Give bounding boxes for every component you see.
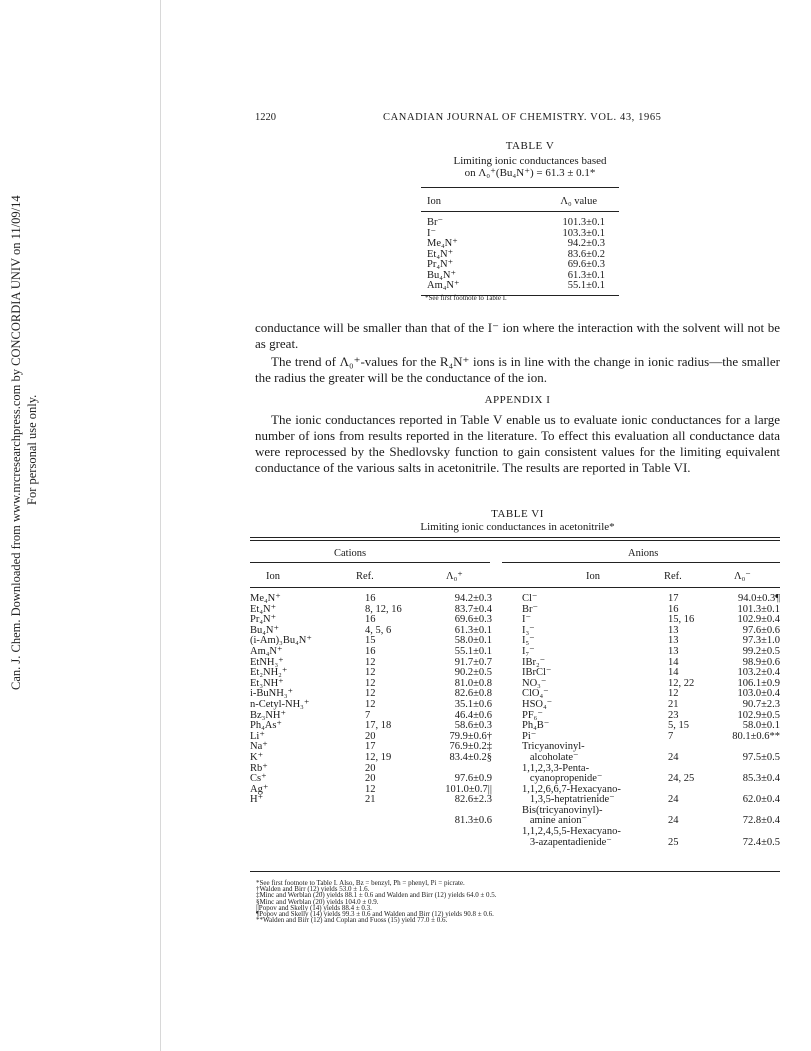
cation-ion: Et₂NH₂⁺	[250, 667, 288, 679]
table5-header-row	[421, 188, 619, 212]
cation-value: 55.1±0.1	[454, 645, 492, 657]
cation-ion: K⁺	[250, 751, 264, 763]
anion-ref: 23	[668, 709, 679, 721]
anion-value: 101.3±0.1	[737, 603, 780, 615]
anion-ref: 24	[668, 794, 679, 806]
anion-ref: 14	[668, 667, 679, 679]
table6-group-anions: Anions	[628, 548, 659, 559]
cation-value: 61.3±0.1	[454, 624, 492, 636]
anion-value: 80.1±0.6**	[732, 730, 780, 742]
cation-ion: Pr₄N⁺	[250, 614, 277, 626]
cation-ref: 20	[365, 762, 376, 774]
table6-anion-ions	[522, 594, 621, 848]
cation-value: 58.0±0.1	[454, 635, 492, 647]
table5-cell-value: 101.3±0.1	[562, 217, 605, 228]
table5-cell-value: 83.6±0.2	[567, 248, 605, 260]
anion-ion: cyanopropenide⁻	[522, 773, 603, 785]
cation-ion: i-BuNH₃⁺	[250, 688, 294, 700]
anion-ion: Tricyanovinyl-	[522, 741, 585, 753]
cation-ref: 16	[365, 593, 376, 604]
cation-ref: 7	[365, 709, 371, 721]
appendix-heading: APPENDIX I	[484, 394, 551, 406]
anion-value: 103.2±0.4	[737, 667, 780, 679]
cation-ion	[250, 806, 312, 817]
table5-cell-ion: Am₄N⁺	[421, 281, 502, 295]
cation-value: 81.0±0.8	[454, 677, 492, 689]
anion-value: 102.9±0.4	[737, 614, 780, 626]
table5-cell-value: 103.3±0.1	[562, 227, 605, 239]
cation-ion: Rb⁺	[250, 762, 268, 774]
anion-value: 97.6±0.6	[742, 624, 780, 636]
anion-ref: 13	[668, 645, 679, 657]
cation-ion: Et₃NH⁺	[250, 677, 284, 689]
anion-value: 58.0±0.1	[742, 720, 780, 732]
cation-ion: Me₄N⁺	[250, 593, 281, 604]
anion-ion: IBrCl⁻	[522, 667, 552, 679]
anion-ref: 24, 25	[668, 773, 695, 785]
cation-ion: (i-Am)₃Bu₄N⁺	[250, 635, 312, 647]
paragraph-3: The ionic conductances reported in Table V enable us to evaluate ionic conductances for a large number of ions from results reported in the literature. To effect this evaluation all conductance data were reprocessed by the Shedlovsky function to gain consistent values for the limiting equivalent conductance of the various salts in acetonitrile. The results are reported in Table VI.	[255, 412, 780, 475]
table6-footnote: †Walden and Birr (12) yields 53.0 ± 1.6.	[256, 885, 370, 894]
cation-ion: H⁺	[250, 794, 264, 806]
cation-ref: 12	[365, 688, 376, 700]
paragraph-1: conductance will be smaller than that of the I⁻ ion where the interaction with the solvent will not be as great.	[255, 320, 780, 351]
anion-value: 97.5±0.5	[742, 751, 780, 763]
cation-ion: Bz₃NH⁺	[250, 709, 287, 721]
cation-ref: 12	[365, 656, 376, 668]
anion-ion: 1,3,5-heptatrienide⁻	[522, 794, 615, 806]
table5-row	[421, 212, 619, 229]
anion-ref: 16	[668, 603, 679, 615]
anion-ion: alcoholate⁻	[522, 751, 579, 763]
table6-footnote: **Walden and Birr (12) and Coplan and Fuoss (15) yield 77.0 ± 0.6.	[256, 916, 448, 925]
table6-cation-ref-header: Ref.	[356, 571, 374, 582]
table6-cation-refs	[365, 594, 402, 827]
table5-caption	[400, 155, 660, 179]
anion-ion: Ph₄B⁻	[522, 720, 550, 732]
table6-anion-ion-header: Ion	[586, 571, 600, 582]
table5-row	[421, 260, 619, 271]
anion-ion: Bis(tricyanovinyl)-	[522, 804, 603, 816]
cation-ref: 17	[365, 741, 376, 753]
cation-value: 81.3±0.6	[454, 815, 492, 827]
anion-ion: 1,1,2,4,5,5-Hexacyano-	[522, 826, 621, 838]
anion-value: 98.9±0.6	[742, 656, 780, 668]
cation-value: 90.2±0.5	[454, 667, 492, 679]
cation-ref: 12	[365, 783, 376, 795]
cation-value: 97.6±0.9	[454, 773, 492, 785]
table5-body	[421, 212, 619, 296]
anion-ion: Br⁻	[522, 603, 539, 615]
table5-cell-value: 61.3±0.1	[567, 269, 605, 281]
table6-cation-values	[410, 594, 492, 827]
cation-ion: EtNH₃⁺	[250, 656, 284, 668]
cation-ion	[250, 816, 312, 827]
table5-cell-ion: Me₄N⁺	[427, 238, 458, 249]
anion-ref: 13	[668, 635, 679, 647]
table5-cell-ion: Bu₄N⁺	[427, 269, 457, 281]
table6-top-rule-2	[250, 540, 780, 541]
anion-ion: I₇⁻	[522, 645, 535, 657]
anion-value: 106.1±0.9	[737, 677, 780, 689]
table6-caption: Limiting ionic conductances in acetonitrile*	[420, 521, 615, 533]
table6-header-rule	[250, 587, 780, 588]
journal-title: CANADIAN JOURNAL OF CHEMISTRY. VOL. 43, 1965	[383, 112, 662, 123]
table6-cation-value-header: Λ₀⁺	[446, 571, 463, 582]
table6	[250, 537, 780, 874]
anion-ref: 15, 16	[668, 614, 695, 626]
anion-ref: 13	[668, 624, 679, 636]
anion-ion: HSO₄⁻	[522, 698, 553, 710]
paragraph-2: The trend of Λ₀⁺-values for the R₄N⁺ ions is in line with the change in ionic radius—the smaller the radius the greater will be the conductance of the ion.	[255, 354, 780, 385]
anion-ion: 1,1,2,6,6,7-Hexacyano-	[522, 783, 621, 795]
table5-footnote: *See first footnote to Table I.	[425, 294, 507, 302]
table6-anion-values	[705, 594, 780, 848]
download-watermark	[8, 195, 58, 690]
anion-ion: PF₆⁻	[522, 709, 543, 721]
cation-ref: 12	[365, 698, 376, 710]
cation-value: 83.4±0.2§	[449, 751, 492, 763]
cation-ref: 16	[365, 614, 376, 626]
cation-value: 94.2±0.3	[454, 593, 492, 604]
cation-ref: 17, 18	[365, 720, 392, 732]
table6-top-rule	[250, 537, 780, 538]
cation-value: 82.6±0.8	[454, 688, 492, 700]
table5-cell-value: 55.1±0.1	[502, 281, 619, 295]
page-margin-line	[160, 0, 161, 1051]
table5-title: TABLE V	[505, 140, 555, 152]
anion-ion: I₅⁻	[522, 635, 535, 647]
anion-value: 94.0±0.3¶	[737, 593, 780, 604]
cation-value: 69.6±0.3	[454, 614, 492, 626]
table5-cell-ion: Pr₄N⁺	[427, 259, 454, 270]
cation-ion: Cs⁺	[250, 773, 267, 785]
table6-cation-ions	[250, 594, 312, 827]
cation-ref: 12	[365, 667, 376, 679]
anion-ion: 1,1,2,3,3-Penta-	[522, 762, 590, 774]
cation-ion: Ph₄As⁺	[250, 720, 282, 732]
cation-value: 46.4±0.6	[454, 709, 492, 721]
anion-ion: I₃⁻	[522, 624, 535, 636]
anion-ref: 12, 22	[668, 677, 695, 689]
cation-value: 91.7±0.7	[454, 656, 492, 668]
table6-anion-value-header: Λ₀⁻	[734, 571, 751, 582]
table6-anions-rule	[502, 562, 780, 563]
anion-value: 99.2±0.5	[742, 645, 780, 657]
anion-ion: NO₃⁻	[522, 677, 547, 689]
anion-ref: 5, 15	[668, 720, 689, 732]
table5-caption-line2: on Λ₀⁺(Bu₄N⁺) = 61.3 ± 0.1*	[464, 167, 596, 179]
page-number: 1220	[255, 112, 276, 123]
anion-ref: 25	[668, 836, 679, 848]
table6-footnotes	[256, 880, 497, 923]
cation-value: 82.6±2.3	[454, 794, 492, 806]
table5-cell-ion: Et₄N⁺	[427, 248, 454, 260]
anion-ion: amine anion⁻	[522, 815, 588, 827]
anion-ion: Cl⁻	[522, 593, 538, 604]
cation-ref: 21	[365, 794, 376, 806]
cation-ion: Na⁺	[250, 741, 268, 753]
table6-footnote: *See first footnote to Table I. Also, Bz = benzyl, Ph = phenyl, Pi = picrate.	[256, 879, 465, 887]
table5-caption-line1: Limiting ionic conductances based	[453, 155, 607, 167]
cation-value: 79.9±0.6†	[449, 730, 492, 742]
anion-value: 72.4±0.5	[742, 836, 780, 848]
cation-ref: 12	[365, 677, 376, 689]
cation-ion: Bu₄N⁺	[250, 624, 280, 636]
anion-value: 85.3±0.4	[742, 773, 780, 785]
anion-value: 102.9±0.5	[737, 709, 780, 721]
anion-ion: I⁻	[522, 614, 532, 626]
cation-ion: Et₄N⁺	[250, 603, 277, 615]
table5-row	[421, 239, 619, 250]
cation-ion: Li⁺	[250, 730, 265, 742]
table5-cell-ion: Br⁻	[427, 217, 444, 228]
anion-ref: 14	[668, 656, 679, 668]
cation-ref	[365, 816, 402, 827]
anion-value: 72.8±0.4	[742, 815, 780, 827]
cation-ion: Am₄N⁺	[250, 645, 283, 657]
anion-value: 103.0±0.4	[737, 688, 780, 700]
anion-value: 90.7±2.3	[742, 698, 780, 710]
cation-ref: 20	[365, 773, 376, 785]
anion-ref: 17	[668, 593, 679, 604]
cation-value: 83.7±0.4	[454, 603, 492, 615]
watermark-line-2: For personal use only.	[25, 394, 39, 506]
anion-ref: 7	[668, 730, 674, 742]
cation-value: 76.9±0.2‡	[449, 741, 492, 753]
anion-ref: 21	[668, 698, 679, 710]
watermark-line-1: Can. J. Chem. Downloaded from www.nrcresearchpress.com by CONCORDIA UNIV on 11/09/14	[9, 195, 23, 690]
anion-ion: Pi⁻	[522, 730, 537, 742]
table5-col-ion: Ion	[421, 188, 502, 212]
table6-cations-rule	[250, 562, 490, 563]
cation-ref: 15	[365, 635, 376, 647]
table6-anion-refs	[668, 594, 694, 848]
anion-ref: 12	[668, 688, 679, 700]
anion-ion: 3-azapentadienide⁻	[522, 836, 612, 848]
table6-bottom-rule	[250, 871, 780, 872]
table6-group-cations: Cations	[334, 548, 367, 559]
cation-ref: 16	[365, 645, 376, 657]
table5-col-value: Λ₀ value	[502, 188, 619, 212]
table5	[421, 187, 619, 296]
anion-ion: IBr₂⁻	[522, 656, 546, 668]
cation-ion: Ag⁺	[250, 783, 269, 795]
cation-value: 101.0±0.7||	[445, 783, 492, 795]
cation-value: 35.1±0.6	[454, 698, 492, 710]
anion-ion: ClO₄⁻	[522, 688, 549, 700]
anion-ref: 24	[668, 751, 679, 763]
cation-value: 58.6±0.3	[454, 720, 492, 732]
table6-footnote: ||Popov and Skelly (14) yields 88.4 ± 0.3.	[256, 903, 372, 912]
table6-title: TABLE VI	[491, 508, 544, 520]
cation-ref	[365, 806, 402, 817]
table6-cation-ion-header: Ion	[266, 571, 280, 582]
cation-ref: 8, 12, 16	[365, 603, 402, 615]
table5-cell-ion: I⁻	[427, 227, 437, 239]
table6-anion-ref-header: Ref.	[664, 571, 682, 582]
anion-value: 62.0±0.4	[742, 794, 780, 806]
table5-cell-value: 69.6±0.3	[567, 259, 605, 270]
table5-cell-value: 94.2±0.3	[567, 238, 605, 249]
cation-ref: 12, 19	[365, 751, 392, 763]
anion-ref: 24	[668, 815, 679, 827]
cation-ref: 4, 5, 6	[365, 624, 392, 636]
anion-value: 97.3±1.0	[742, 635, 780, 647]
table5-row	[421, 281, 619, 295]
cation-ref: 20	[365, 730, 376, 742]
cation-ion: n-Cetyl-NH₃⁺	[250, 698, 310, 710]
table6-footnote: §Minc and Werblan (20) yields 104.0 ± 0.9.	[256, 897, 379, 906]
table6-footnote: ¶Popov and Skelly (14) yields 99.3 ± 0.6 and Walden and Birr (12) yields 90.8 ± 0.6.	[256, 910, 494, 919]
table6-footnote: ‡Minc and Werblan (20) yields 88.1 ± 0.6 and Walden and Birr (12) yields 64.0 ± 0.5.	[256, 891, 497, 900]
